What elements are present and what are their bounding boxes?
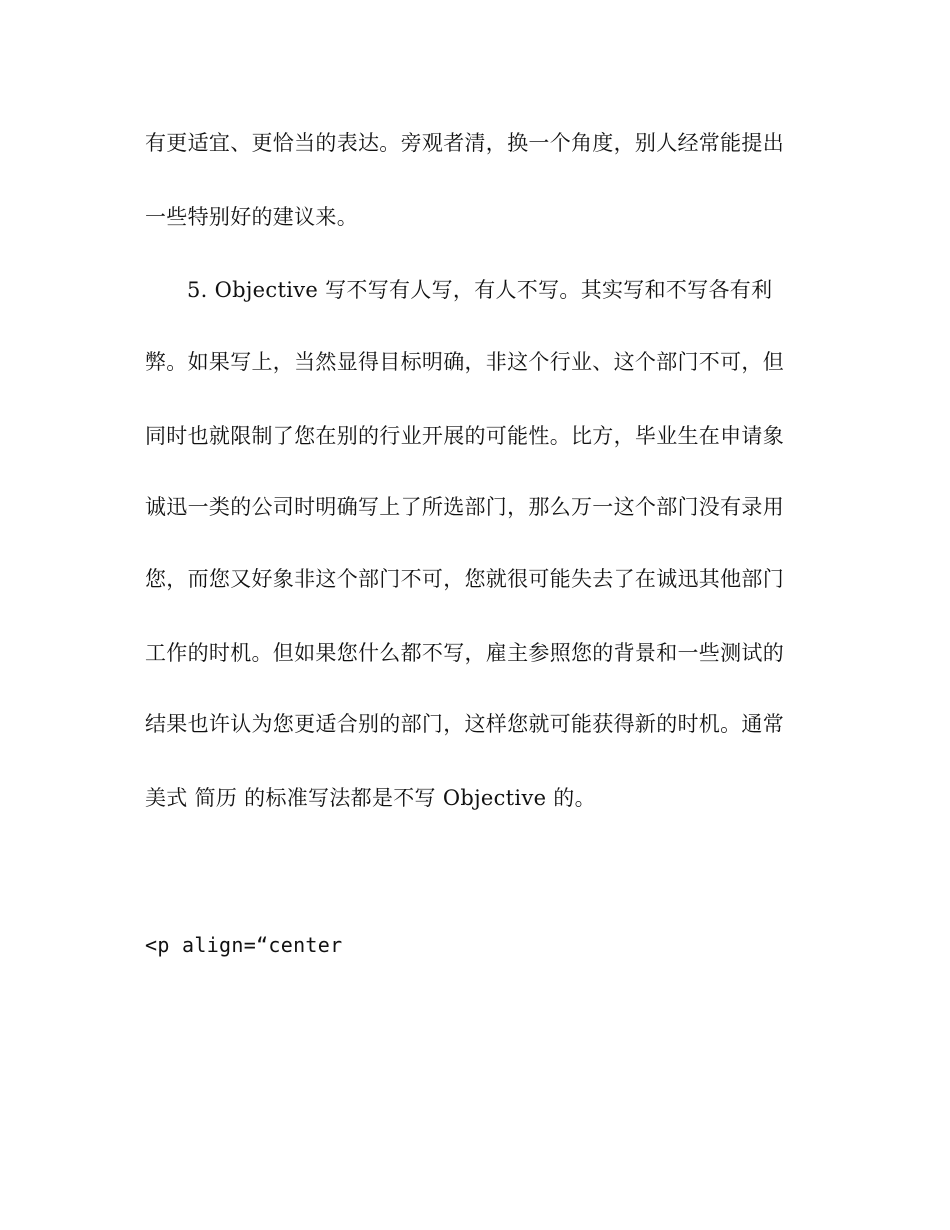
paragraph-line: 您，而您又好象非这个部门不可，您就很可能失去了在诚迅其他部门	[145, 567, 784, 591]
paragraph-line: 一些特别好的建议来。	[145, 205, 358, 229]
paragraph-line: 有更适宜、更恰当的表达。旁观者清，换一个角度，别人经常能提出	[145, 131, 784, 155]
paragraph-line: 工作的时机。但如果您什么都不写，雇主参照您的背景和一些测试的	[145, 641, 784, 665]
paragraph-line: 弊。如果写上，当然显得目标明确，非这个行业、这个部门不可，但	[145, 350, 784, 374]
paragraph-line-indented: 5. Objective 写不写有人写，有人不写。其实写和不写各有利	[187, 278, 773, 302]
paragraph-line: 同时也就限制了您在别的行业开展的可能性。比方，毕业生在申请象	[145, 424, 784, 448]
paragraph-line: 美式 简历 的标准写法都是不写 Objective 的。	[145, 786, 596, 810]
paragraph-line: 诚迅一类的公司时明确写上了所选部门，那么万一这个部门没有录用	[145, 495, 784, 519]
code-fragment: <p align=“center	[145, 933, 343, 957]
paragraph-line: 结果也许认为您更适合别的部门，这样您就可能获得新的时机。通常	[145, 712, 784, 736]
